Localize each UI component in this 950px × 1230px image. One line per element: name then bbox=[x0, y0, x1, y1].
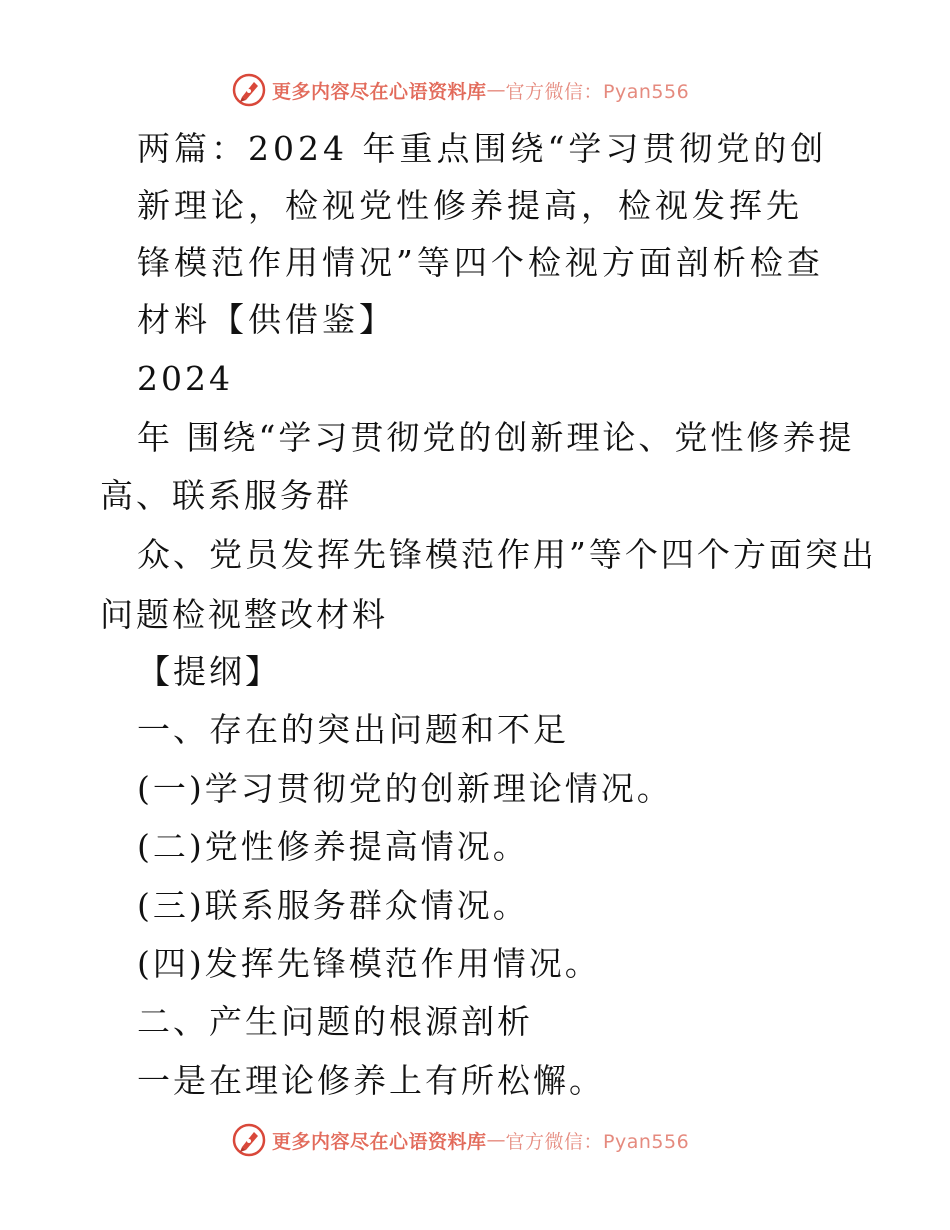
section-heading-1: 一、存在的突出问题和不足 bbox=[137, 710, 569, 749]
pen-nib-logo-icon bbox=[232, 73, 266, 107]
subsection-3: (三)联系服务群众情况。 bbox=[137, 886, 529, 925]
body-line-subject-3: 众、党员发挥先锋模范作用”等个四个方面突出 bbox=[137, 535, 877, 574]
body-paragraph-point-1: 一是在理论修养上有所松懈。 bbox=[137, 1061, 605, 1100]
section-heading-2: 二、产生问题的根源剖析 bbox=[137, 1002, 533, 1041]
document-title-line-2: 新理论，检视党性修养提高，检视发挥先 bbox=[137, 186, 803, 225]
watermark-contact: 官方微信：Pyan556 bbox=[505, 1130, 690, 1153]
body-line-subject-2: 高、联系服务群 bbox=[100, 476, 352, 515]
document-title-line-1: 两篇：2024 年重点围绕“学习贯彻党的创 bbox=[137, 129, 828, 168]
watermark-brand: 更多内容尽在心语资料库 bbox=[272, 80, 487, 103]
watermark-separator: — bbox=[486, 1129, 506, 1151]
body-line-subject-1: 年 围绕“学习贯彻党的创新理论、党性修养提 bbox=[137, 418, 855, 457]
header-watermark bbox=[232, 70, 689, 110]
document-title-line-4: 材料【供借鉴】 bbox=[137, 300, 396, 339]
subsection-4: (四)发挥先锋模范作用情况。 bbox=[137, 944, 601, 983]
document-title-line-3: 锋模范作用情况”等四个检视方面剖析检查 bbox=[137, 243, 824, 282]
subsection-1: (一)学习贯彻党的创新理论情况。 bbox=[137, 769, 673, 808]
outline-heading: 【提纲】 bbox=[137, 652, 281, 691]
pen-nib-logo-icon bbox=[232, 1123, 266, 1157]
body-line-year: 2024 bbox=[137, 359, 233, 398]
watermark-contact: 官方微信：Pyan556 bbox=[505, 80, 690, 103]
watermark-separator: — bbox=[486, 79, 506, 101]
body-line-subject-4: 问题检视整改材料 bbox=[100, 595, 388, 634]
footer-watermark bbox=[232, 1120, 689, 1160]
watermark-brand: 更多内容尽在心语资料库 bbox=[272, 1130, 487, 1153]
subsection-2: (二)党性修养提高情况。 bbox=[137, 827, 529, 866]
